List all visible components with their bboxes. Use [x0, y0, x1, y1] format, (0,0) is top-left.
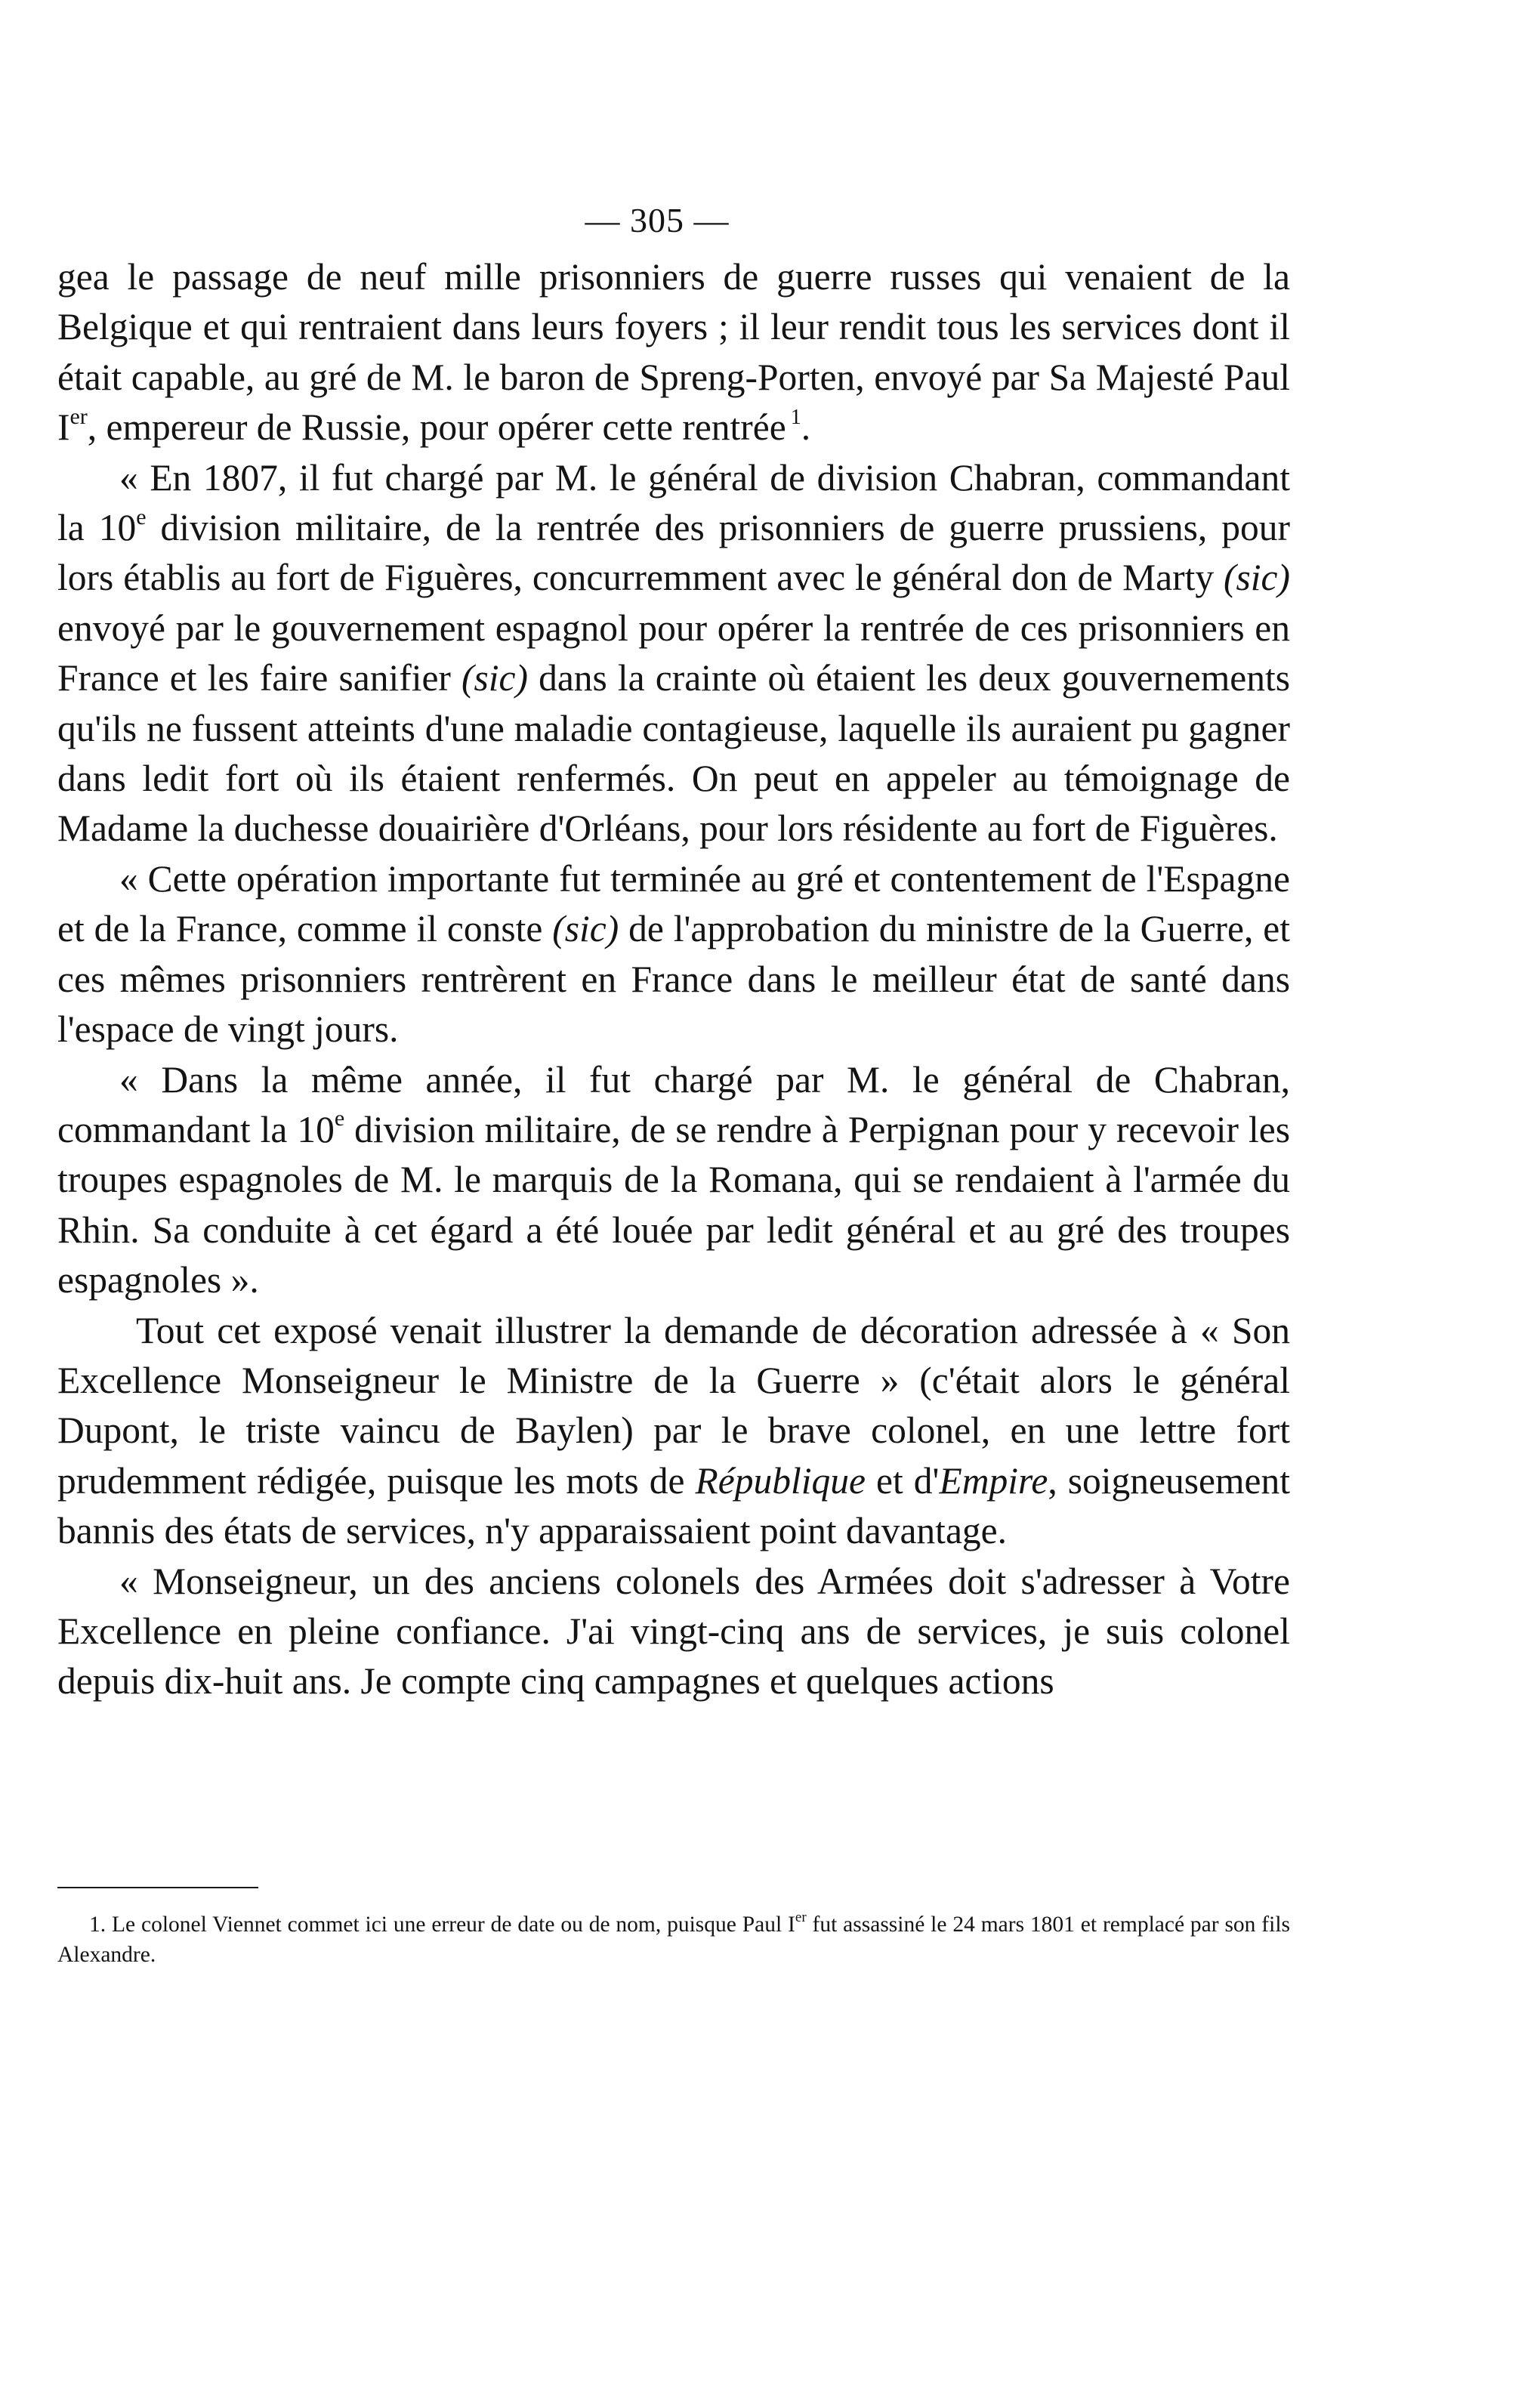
sic-annotation: (sic) — [1224, 557, 1290, 599]
footnote-divider — [57, 1887, 258, 1888]
sic-annotation: (sic) — [461, 657, 528, 699]
emphasis-republique: République — [695, 1459, 866, 1502]
paragraph-4: « Dans la même année, il fut chargé par M. le général de Chabran, commandant la 10e division militaire, de se rendre à Perpignan pour y recevoir les troupes espagnoles de M. le marquis de la Romana, qui se rendaient à l'armée du Rhin. Sa conduite à cet égard a été louée par ledit général et au gré des troupes espagnoles ». — [57, 1058, 1290, 1301]
paragraph-5: Tout cet exposé venait illustrer la demande de décoration adressée à « Son Excellence Monseigneur le Ministre de la Guerre » (c'était alors le général Dupont, le triste vaincu de Baylen) par le brave colonel, en une lettre fort prudemment rédigée, puisque les mots de République et d'Empire, soigneusement bannis des états de services, n'y apparaissaient point davantage. — [57, 1309, 1290, 1552]
footnote-reference: 1 — [790, 405, 801, 429]
sic-annotation: (sic) — [552, 908, 619, 950]
paragraph-6: « Monseigneur, un des anciens colonels des Armées doit s'adresser à Votre Excellence en pleine confiance. J'ai vingt-cinq ans de services, je suis colonel depuis dix-huit ans. Je compte cinq campagnes et quelques actions — [57, 1560, 1290, 1703]
page-number: — 305 — — [585, 201, 730, 239]
paragraph-3: « Cette opération importante fut terminée au gré et contentement de l'Espagne et de la France, comme il conste (sic) de l'approbation du ministre de la Guerre, et ces mêmes prisonniers rentrèrent en France dans le meilleur état de santé dans l'espace de vingt jours. — [57, 857, 1290, 1051]
paragraph-1: gea le passage de neuf mille prisonniers de guerre russes qui venaient de la Belgique et qui rentraient dans leurs foyers ; il leur rendit tous les services dont il était capable, au gré de M. le baron de Spreng-Porten, envoyé par Sa Majesté Paul Ier, empereur de Russie, pour opérer cette rentrée $^1$. — [57, 256, 1290, 449]
body-text — [57, 252, 1290, 1707]
footnote: 1. Le colonel Viennet commet ici une erreur de date ou de nom, puisque Paul Ier fut assassiné le 24 mars 1801 et remplacé par son fils Alexandre. — [57, 1909, 1290, 1967]
paragraph-2: « En 1807, il fut chargé par M. le général de division Chabran, commandant la 10e division militaire, de la rentrée des prisonniers de guerre prussiens, pour lors établis au fort de Figuères, concurremment avec le général don de Marty (sic) envoyé par le gouvernement espagnol pour opérer la rentrée de ces prisonniers en France et les faire sanifier (sic) dans la crainte où étaient les deux gouvernements qu'ils ne fussent atteints d'une maladie contagieuse, laquelle ils auraient pu gagner dans ledit fort où ils étaient renfermés. On peut en appeler au témoignage de Madame la duchesse douairière d'Orléans, pour lors résidente au fort de Figuères. — [57, 456, 1290, 850]
emphasis-empire: Empire — [939, 1459, 1048, 1502]
footnote-number: 1. — [89, 1913, 106, 1937]
